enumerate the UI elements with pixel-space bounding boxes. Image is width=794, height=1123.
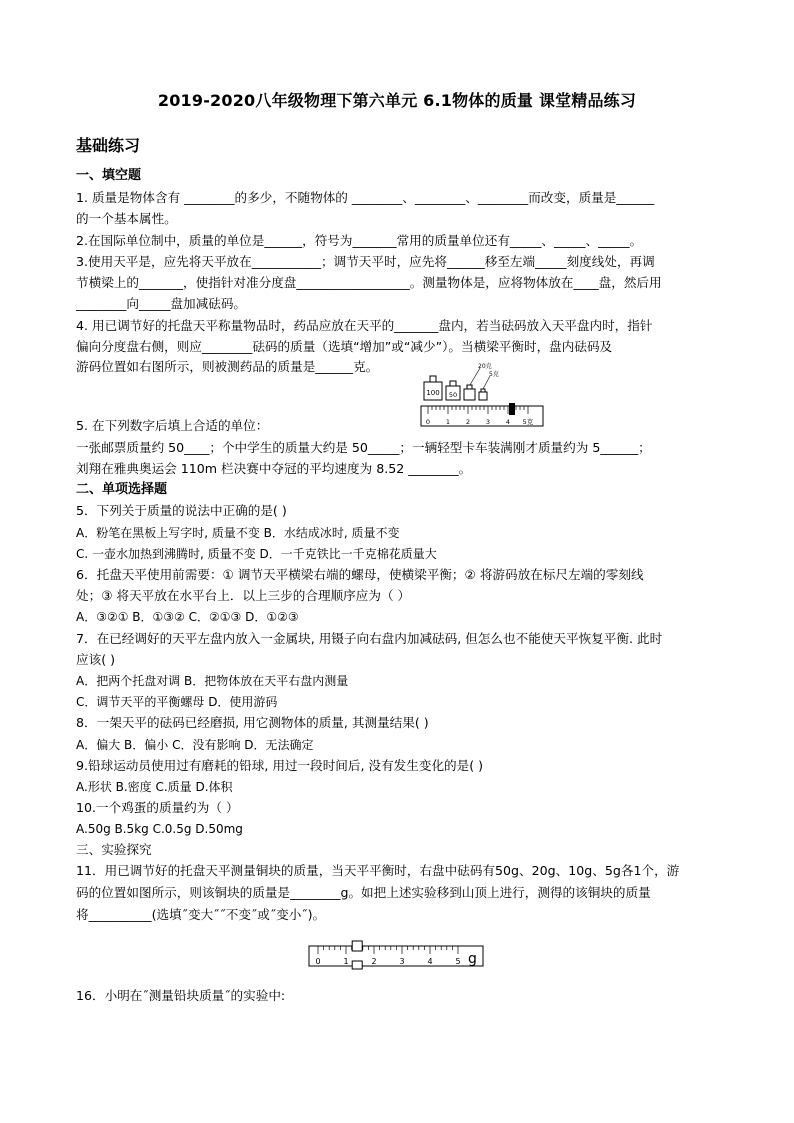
page-title: 2019-2020八年级物理下第六单元 6.1物体的质量 课堂精品练习	[157, 91, 637, 110]
choice-q10-options: A.50g B.5kg C.0.5g D.50mg	[76, 822, 243, 836]
choice-q8: 8．一架天平的砝码已经磨损, 用它测物体的质量, 其测量结果( )	[76, 715, 429, 730]
question-1-line-1: 1. 质量是物体含有 ________的多少，不随物体的 ________、________、________而改变，质量是______	[76, 190, 655, 205]
choice-q7-line-1: 7．在已经调好的天平左盘内放入一金属块, 用镊子向右盘内加减砝码, 但怎么也不能使天平恢复平衡. 此时	[76, 631, 663, 646]
choice-q7-line-2: 应该( )	[76, 652, 116, 667]
scale-2-tick-label: 3	[399, 957, 405, 966]
scale-2-tick-label: 5	[455, 957, 461, 966]
experiment-q11-line-1: 11．用已调节好的托盘天平测量铜块的质量，当天平平衡时，右盘中砝码有50g、20g、10g、5g各1个，游	[76, 863, 680, 878]
choice-q5-options-cd: C. 一壶水加热到沸腾时, 质量不变 D．一千克铁比一千克棉花质量大	[76, 547, 437, 561]
scale-slider	[509, 403, 515, 415]
question-3-line-3: ________向_____盘加减砝码。	[76, 296, 247, 311]
scale-1-tick-label: 5克	[522, 418, 534, 426]
question-3-line-2: 节横梁上的_______，使指针对准分度盘__________________。测量物体是，应将物体放在____盘，然后用	[76, 275, 662, 290]
choice-q7-options-cd: C．调节天平的平衡螺母 D．使用游码	[76, 695, 278, 709]
weight-50	[446, 381, 460, 400]
choice-q5: 5．下列关于质量的说法中正确的是( )	[76, 503, 287, 518]
balance-weights-figure	[418, 360, 548, 432]
question-4-line-3: 游码位置如右图所示，则被测药品的质量是______克。	[76, 359, 379, 374]
question-1-line-2: 的一个基本属性。	[76, 211, 177, 226]
choice-q6-line-1: 6．托盘天平使用前需要：① 调节天平横梁右端的螺母，使横梁平衡；② 将游码放在标尺左端的零刻线	[76, 567, 644, 582]
scale-1-tick-label: 1	[445, 418, 451, 426]
choice-q6-line-2: 处；③ 将天平放在水平台上．以上三步的合理顺序应为（ ）	[76, 588, 411, 603]
choice-q7-options-ab: A．把两个托盘对调 B．把物体放在天平右盘内测量	[76, 674, 349, 688]
question-4-line-2: 偏向分度盘右侧，则应________砝码的质量（选填“增加”或“减少”）。当横梁平衡时，盘内砝码及	[76, 339, 613, 354]
question-2: 2.在国际单位制中，质量的单位是______，符号为_______常用的质量单位还有_____、_____、_____。	[76, 233, 643, 248]
experiment-q11-line-2: 码的位置如图所示，则该铜块的质量是________g。如把上述实验移到山顶上进行，测得的该铜块的质量	[76, 885, 651, 900]
choice-q6-options: A．③②① B．①③② C．②①③ D．①②③	[76, 610, 299, 624]
section-single-choice: 二、单项选择题	[76, 482, 168, 497]
weight-20-label: 20克	[478, 363, 492, 370]
scale-unit-label: g	[468, 951, 477, 967]
choice-q5-options-ab: A．粉笔在黑板上写字时, 质量不变 B．水结成冰时, 质量不变	[76, 526, 400, 540]
scale-slider-top	[352, 941, 362, 951]
choice-q8-options: A．偏大 B．偏小 C．没有影响 D．无法确定	[76, 738, 314, 752]
section-fill-blank: 一、填空题	[76, 168, 142, 183]
choice-q9-options: A.形状 B.密度 C.质量 D.体积	[76, 780, 233, 794]
weight-50-label: 50	[448, 391, 458, 399]
scale-figure-2	[306, 936, 492, 972]
question-4-line-1: 4. 用已调节好的托盘天平称量物品时，药品应放在天平的_______盘内，若当砝码放入天平盘内时，指针	[76, 318, 653, 333]
scale-1-tick-label: 2	[465, 418, 471, 426]
question-5-line-1: 一张邮票质量约 50____；个中学生的质量大约是 50_____；一辆轻型卡车装满刚才质量约为 5______；	[76, 440, 651, 455]
scale-1-tick-label: 3	[485, 418, 491, 426]
weight-100-label: 100	[426, 389, 440, 397]
experiment-q11-line-3: 将__________(选填˝变大˝˝不变˝或˝变小˝)。	[76, 907, 326, 922]
section-heading: 基础练习	[76, 136, 141, 155]
section-experiment: 三、实验探究	[76, 842, 152, 857]
choice-q10: 10.一个鸡蛋的质量约为（ ）	[76, 800, 239, 815]
scale-1	[421, 403, 543, 426]
scale-2-tick-label: 1	[343, 957, 349, 966]
question-5-intro: 5. 在下列数字后填上合适的单位：	[76, 418, 269, 433]
scale-2-tick-label: 0	[315, 957, 321, 966]
weight-5-label: 5克	[489, 371, 499, 378]
weight-5	[479, 370, 499, 400]
scale-1-tick-label: 0	[425, 418, 431, 426]
scale-1-tick-label: 4	[505, 418, 511, 426]
scale-slider-bottom	[352, 961, 362, 969]
question-3-line-1: 3.使用天平是，应先将天平放在___________；调节天平时，应先将______移至左端_____刻度线处，再调	[76, 254, 655, 269]
scale-2-tick-label: 4	[427, 957, 433, 966]
weight-100	[424, 376, 442, 400]
question-5-line-2: 刘翔在雅典奥运会 110m 栏决赛中夺冠的平均速度为 8.52 ________。	[76, 461, 472, 476]
scale-2-tick-label: 2	[371, 957, 377, 966]
choice-q9: 9.铅球运动员使用过有磨耗的铅球, 用过一段时间后, 没有发生变化的是( )	[76, 758, 484, 773]
experiment-q16: 16．小明在˝测量铅块质量˝的实验中:	[76, 988, 286, 1003]
